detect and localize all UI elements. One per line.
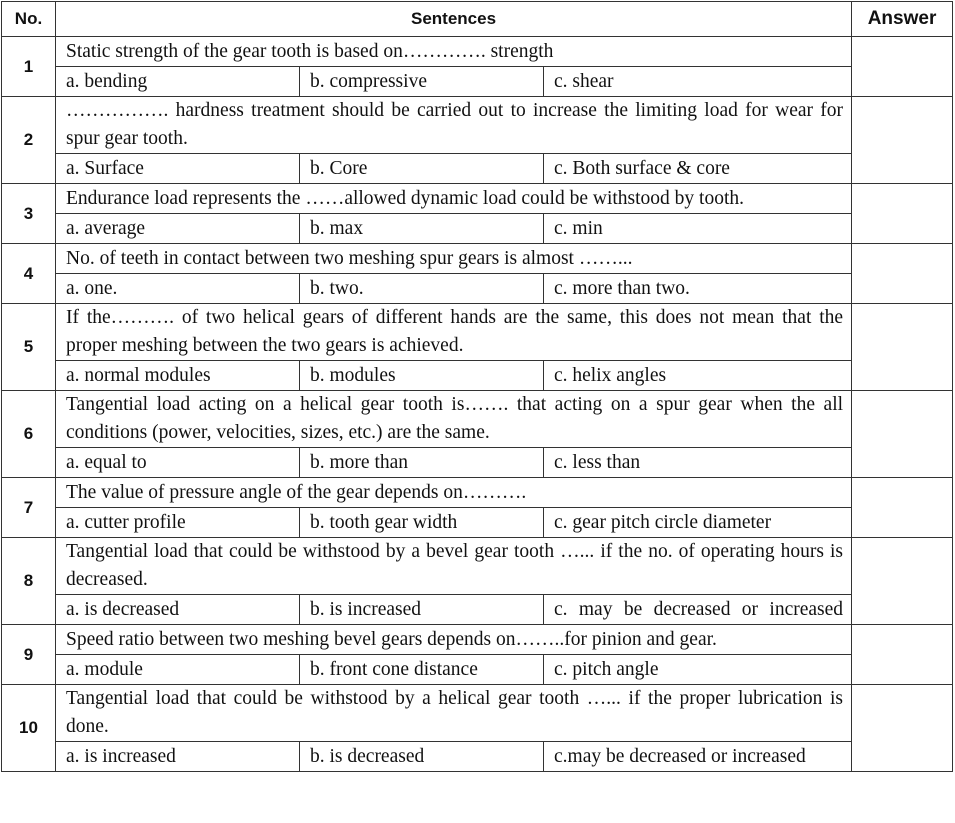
question-text: Tangential load acting on a helical gear tooth is……. that acting on a spur gear when the all conditions (power, velocities, sizes, etc.) are the same.: [56, 391, 852, 448]
question-number: 7: [2, 478, 56, 538]
option-c: c. more than two.: [544, 274, 852, 304]
option-c: c.may be decreased or increased: [544, 742, 852, 772]
header-no: No.: [2, 2, 56, 37]
answer-cell[interactable]: [852, 37, 953, 97]
option-b: b. modules: [300, 361, 544, 391]
question-text: Speed ratio between two meshing bevel gears depends on……..for pinion and gear.: [56, 625, 852, 655]
question-text: Endurance load represents the ……allowed dynamic load could be withstood by tooth.: [56, 184, 852, 214]
option-c: c. pitch angle: [544, 655, 852, 685]
options-row: [2, 154, 953, 184]
option-c: c. may be decreased or increased: [544, 595, 852, 625]
question-text: ……………. hardness treatment should be carried out to increase the limiting load for wear for spur gear tooth.: [56, 97, 852, 154]
option-b: b. compressive: [300, 67, 544, 97]
question-text: If the………. of two helical gears of different hands are the same, this does not mean that the proper meshing between the two gears is achieved.: [56, 304, 852, 361]
option-c: c. gear pitch circle diameter: [544, 508, 852, 538]
option-a: a. Surface: [56, 154, 300, 184]
question-text: Tangential load that could be withstood by a bevel gear tooth …... if the no. of operating hours is decreased.: [56, 538, 852, 595]
option-a: a. module: [56, 655, 300, 685]
option-c: c. Both surface & core: [544, 154, 852, 184]
question-text: Tangential load that could be withstood by a helical gear tooth …... if the proper lubrication is done.: [56, 685, 852, 742]
header-answer: Answer: [852, 2, 953, 37]
options-row: [2, 595, 953, 625]
question-number: 3: [2, 184, 56, 244]
option-b: b. Core: [300, 154, 544, 184]
option-a: a. normal modules: [56, 361, 300, 391]
question-row: [2, 538, 953, 595]
options-row: [2, 508, 953, 538]
option-b: b. max: [300, 214, 544, 244]
options-row: [2, 448, 953, 478]
options-row: [2, 67, 953, 97]
answer-cell[interactable]: [852, 244, 953, 304]
header-sentences: Sentences: [56, 2, 852, 37]
options-row: [2, 214, 953, 244]
question-number: 9: [2, 625, 56, 685]
answer-cell[interactable]: [852, 538, 953, 625]
answer-cell[interactable]: [852, 391, 953, 478]
options-row: [2, 274, 953, 304]
question-row: [2, 391, 953, 448]
question-number: 2: [2, 97, 56, 184]
option-b: b. two.: [300, 274, 544, 304]
question-number: 10: [2, 685, 56, 772]
answer-cell[interactable]: [852, 685, 953, 772]
question-row: [2, 625, 953, 655]
option-a: a. average: [56, 214, 300, 244]
question-row: [2, 37, 953, 67]
question-number: 1: [2, 37, 56, 97]
question-number: 4: [2, 244, 56, 304]
options-row: [2, 655, 953, 685]
question-number: 8: [2, 538, 56, 625]
answer-cell[interactable]: [852, 97, 953, 184]
answer-cell[interactable]: [852, 184, 953, 244]
question-text: The value of pressure angle of the gear depends on……….: [56, 478, 852, 508]
answer-cell[interactable]: [852, 625, 953, 685]
options-row: [2, 361, 953, 391]
option-b: b. is increased: [300, 595, 544, 625]
option-b: b. tooth gear width: [300, 508, 544, 538]
option-c: c. min: [544, 214, 852, 244]
questions-table: [1, 1, 953, 772]
option-a: a. is decreased: [56, 595, 300, 625]
question-row: [2, 97, 953, 154]
option-c: c. less than: [544, 448, 852, 478]
question-row: [2, 244, 953, 274]
option-c: c. helix angles: [544, 361, 852, 391]
answer-cell[interactable]: [852, 478, 953, 538]
question-row: [2, 685, 953, 742]
option-a: a. bending: [56, 67, 300, 97]
question-row: [2, 304, 953, 361]
options-row: [2, 742, 953, 772]
option-a: a. one.: [56, 274, 300, 304]
question-text: Static strength of the gear tooth is based on…………. strength: [56, 37, 852, 67]
option-a: a. cutter profile: [56, 508, 300, 538]
header-row: [2, 2, 953, 37]
question-number: 6: [2, 391, 56, 478]
answer-cell[interactable]: [852, 304, 953, 391]
question-number: 5: [2, 304, 56, 391]
question-row: [2, 478, 953, 508]
option-a: a. is increased: [56, 742, 300, 772]
option-b: b. more than: [300, 448, 544, 478]
option-a: a. equal to: [56, 448, 300, 478]
question-text: No. of teeth in contact between two meshing spur gears is almost ……...: [56, 244, 852, 274]
option-b: b. is decreased: [300, 742, 544, 772]
question-row: [2, 184, 953, 214]
option-c: c. shear: [544, 67, 852, 97]
option-b: b. front cone distance: [300, 655, 544, 685]
